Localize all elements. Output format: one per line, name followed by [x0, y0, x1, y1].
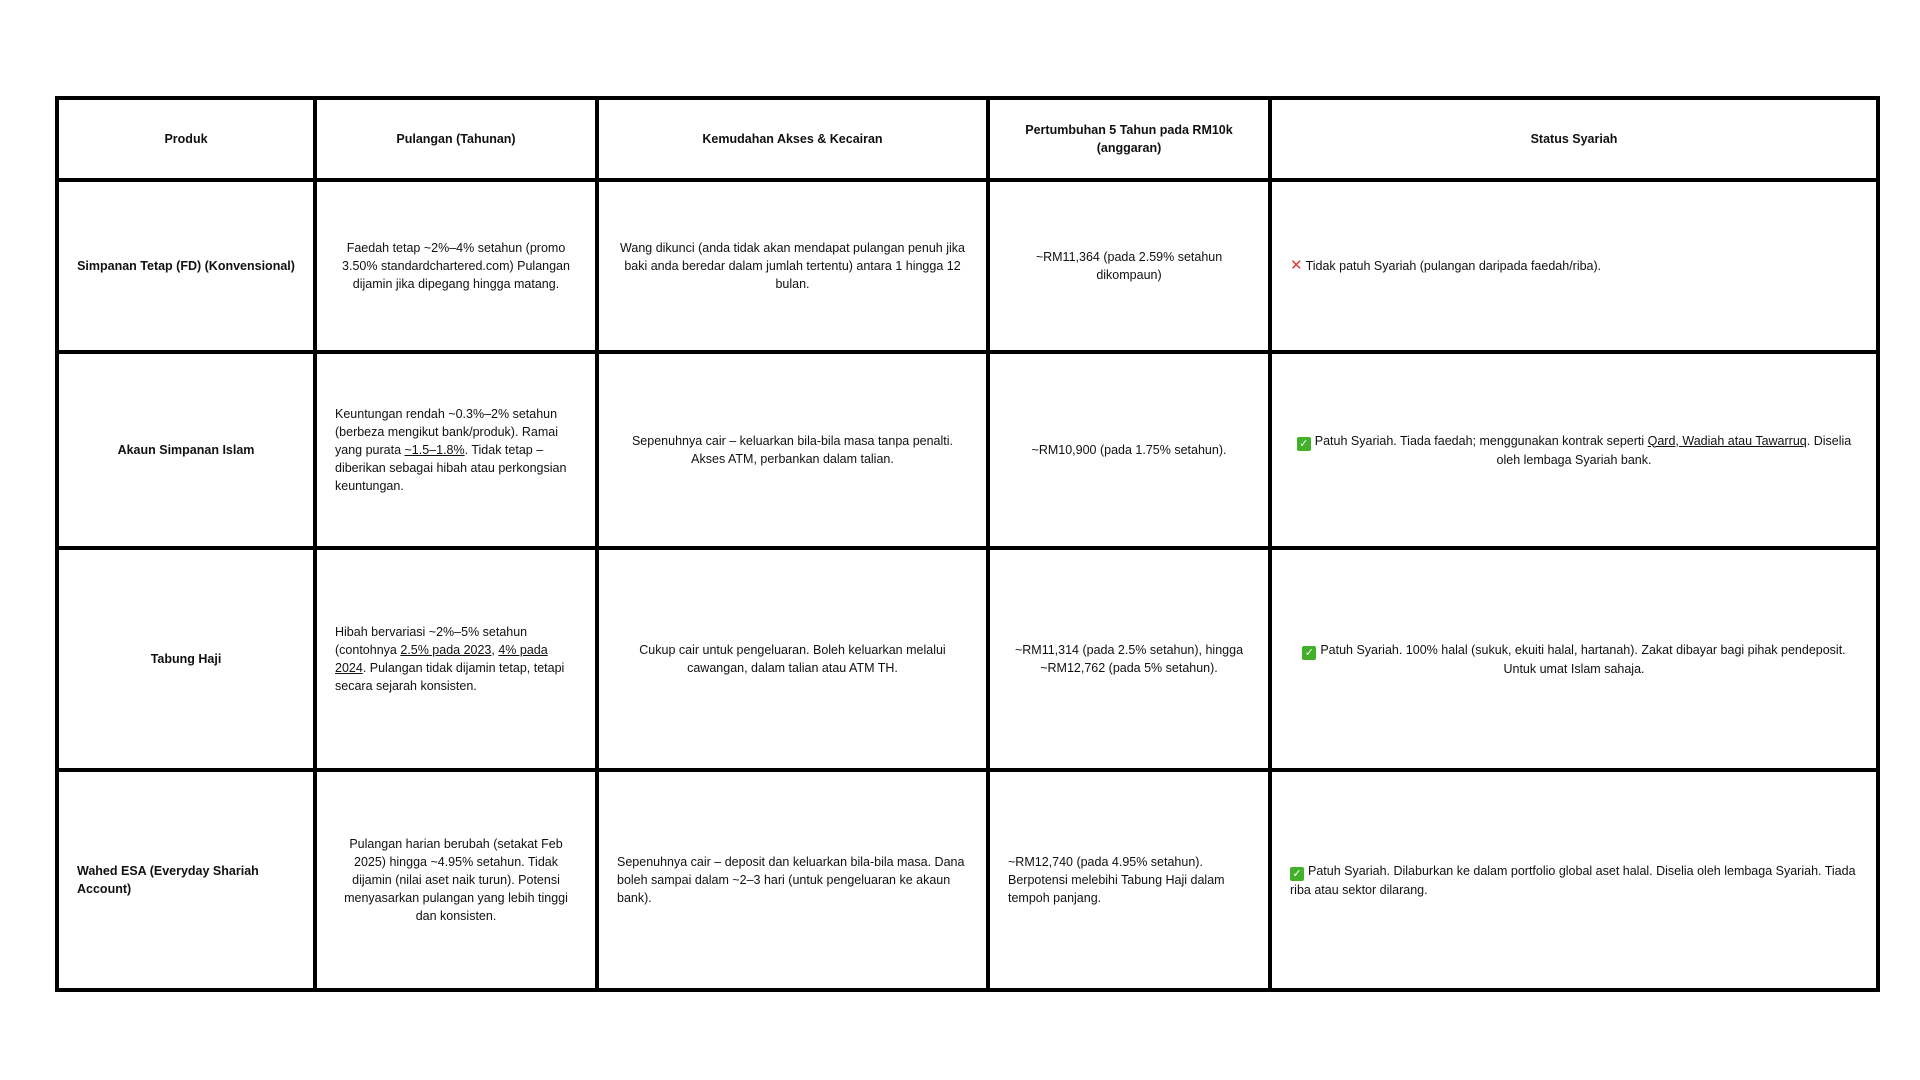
shariah-status-text: . Diselia oleh lembaga Syariah bank. — [1496, 433, 1852, 467]
product-name: Akaun Simpanan Islam — [57, 352, 315, 548]
product-name: Simpanan Tetap (FD) (Konvensional) — [57, 180, 315, 352]
growth-text: ~RM11,364 (pada 2.59% setahun dikompaun) — [1035, 250, 1223, 282]
header-pertumbuhan — [988, 98, 1270, 180]
shariah-status-cell — [1270, 180, 1878, 352]
shariah-status-cell — [1270, 548, 1878, 770]
product-name: Wahed ESA (Everyday Shariah Account) — [57, 770, 315, 990]
growth-cell: ~RM11,314 (pada 2.5% setahun), hingga ~RM12,762 (pada 5% setahun). — [988, 548, 1270, 770]
table-row — [57, 770, 1878, 990]
header-akses: Kemudahan Akses & Kecairan — [597, 98, 988, 180]
header-pulangan: Pulangan (Tahunan) — [315, 98, 597, 180]
access-cell: Sepenuhnya cair – deposit dan keluarkan bila-bila masa. Dana boleh sampai dalam ~2–3 hari (untuk pengeluaran ke akaun bank). — [597, 770, 988, 990]
returns-text: , — [491, 643, 499, 657]
table-row — [57, 180, 1878, 352]
returns-link-2023[interactable]: 2.5% pada 2023 — [400, 643, 492, 657]
returns-text: Keuntungan rendah ~0.3%–2% setahun (berbeza mengikut bank/produk). Ramai yang purata — [335, 407, 559, 457]
product-name: Tabung Haji — [57, 548, 315, 770]
comparison-table — [55, 96, 1880, 992]
table-row — [57, 352, 1878, 548]
returns-text: . Tidak tetap – diberikan sebagai hibah atau perkongsian keuntungan. — [335, 443, 567, 493]
growth-cell: ~RM12,740 (pada 4.95% setahun). Berpotensi melebihi Tabung Haji dalam tempoh panjang. — [988, 770, 1270, 990]
header-status: Status Syariah — [1270, 98, 1878, 180]
returns-cell: Faedah tetap ~2%–4% setahun (promo 3.50% standardchartered.com) Pulangan dijamin jika dipegang hingga matang. — [315, 180, 597, 352]
cross-icon: ✕ — [1290, 257, 1303, 274]
shariah-status-cell — [1270, 770, 1878, 990]
returns-cell — [315, 548, 597, 770]
check-icon: ✓ — [1297, 437, 1311, 451]
header-row — [57, 98, 1878, 180]
shariah-status-text: Patuh Syariah. Tiada faedah; menggunakan kontrak seperti — [1314, 433, 1648, 448]
header-produk: Produk — [57, 98, 315, 180]
growth-cell: ~RM10,900 (pada 1.75% setahun). — [988, 352, 1270, 548]
check-icon: ✓ — [1302, 646, 1316, 660]
returns-cell: Pulangan harian berubah (setakat Feb 2025) hingga ~4.95% setahun. Tidak dijamin (nilai aset naik turun). Potensi menyasarkan pulangan yang lebih tinggi dan konsisten. — [315, 770, 597, 990]
shariah-status-text: Tidak patuh Syariah (pulangan daripada faedah/riba). — [1305, 259, 1602, 273]
comparison-table-wrapper — [55, 96, 1876, 992]
returns-link[interactable]: ~1.5–1.8% — [404, 443, 465, 457]
returns-cell — [315, 352, 597, 548]
shariah-status-cell — [1270, 352, 1878, 548]
table-row — [57, 548, 1878, 770]
growth-cell — [988, 180, 1270, 352]
access-cell: Sepenuhnya cair – keluarkan bila-bila masa tanpa penalti. Akses ATM, perbankan dalam talian. — [597, 352, 988, 548]
contracts-link[interactable]: Qard, Wadiah atau Tawarruq — [1647, 433, 1807, 448]
shariah-status-text: Patuh Syariah. 100% halal (sukuk, ekuiti halal, hartanah). Zakat dibayar bagi pihak pendeposit. Untuk umat Islam sahaja. — [1320, 642, 1846, 676]
returns-text: . Pulangan tidak dijamin tetap, tetapi secara sejarah konsisten. — [335, 661, 565, 693]
returns-text: Hibah bervariasi ~2%–5% setahun (contohnya — [335, 625, 528, 657]
access-cell: Wang dikunci (anda tidak akan mendapat pulangan penuh jika baki anda beredar dalam jumlah tertentu) antara 1 hingga 12 bulan. — [597, 180, 988, 352]
shariah-status-text: Patuh Syariah. Dilaburkan ke dalam portfolio global aset halal. Diselia oleh lembaga Syariah. Tiada riba atau sektor dilarang. — [1290, 863, 1856, 897]
header-pertumbuhan-text: Pertumbuhan 5 Tahun pada RM10k (anggaran) — [1025, 123, 1233, 155]
returns-link-2024[interactable]: 4% pada 2024 — [335, 643, 548, 675]
check-icon: ✓ — [1290, 867, 1304, 881]
access-cell: Cukup cair untuk pengeluaran. Boleh keluarkan melalui cawangan, dalam talian atau ATM TH. — [597, 548, 988, 770]
